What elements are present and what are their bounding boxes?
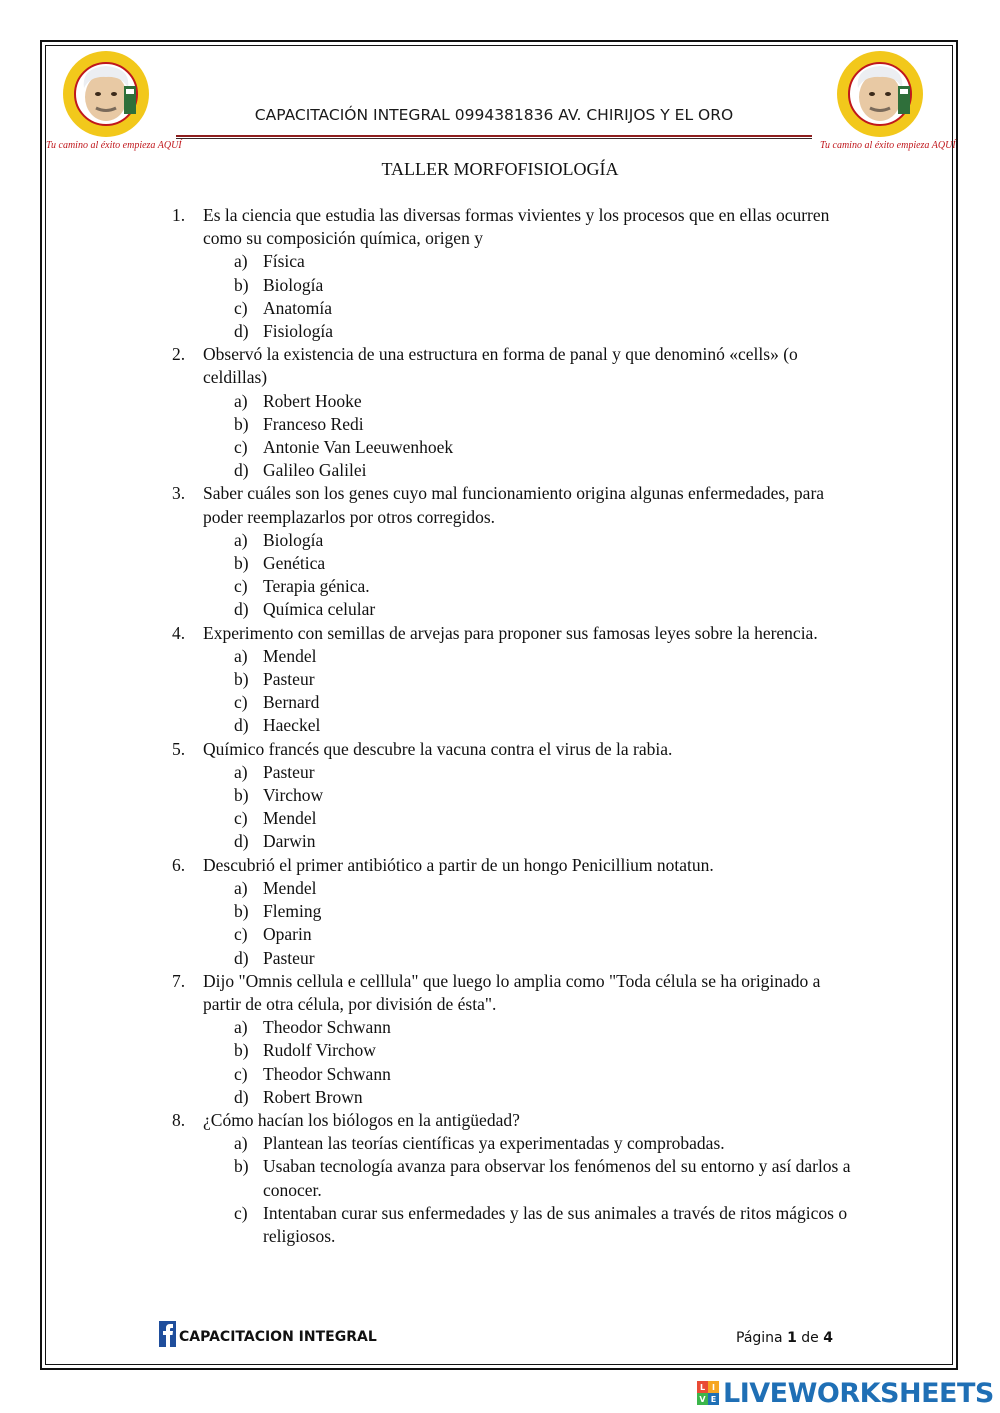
- answer-option: [203, 274, 858, 297]
- option-text: Galileo Galilei: [263, 460, 367, 481]
- option-letter: c): [234, 924, 248, 945]
- page-current: 1: [787, 1330, 797, 1346]
- answer-option: [203, 923, 858, 946]
- question-text: ¿Cómo hacían los biólogos en la antigüedad?: [203, 1109, 520, 1130]
- option-text: Rudolf Virchow: [263, 1040, 376, 1061]
- question-number: 4.: [172, 622, 186, 643]
- option-text: Pasteur: [263, 669, 315, 690]
- option-list: [203, 1132, 858, 1248]
- answer-option: [203, 1202, 858, 1248]
- question-text: Químico francés que descubre la vacuna contra el virus de la rabia.: [203, 738, 673, 759]
- option-letter: d): [234, 599, 249, 620]
- question-text: Observó la existencia de una estructura en forma de panal y que denominó «cells» (o celdillas): [203, 344, 798, 388]
- option-letter: a): [234, 251, 248, 272]
- option-list: [203, 1016, 858, 1109]
- option-letter: c): [234, 297, 248, 318]
- option-letter: a): [234, 529, 248, 550]
- answer-option: [203, 320, 858, 343]
- option-text: Antonie Van Leeuwenhoek: [263, 437, 454, 458]
- question-number: 1.: [172, 205, 186, 225]
- option-letter: d): [234, 460, 249, 481]
- answer-option: [203, 1132, 858, 1155]
- option-letter: d): [234, 947, 249, 968]
- einstein-logo-image: [820, 50, 956, 154]
- answer-option: [203, 529, 858, 552]
- einstein-logo-image: [46, 50, 182, 154]
- option-text: Mendel: [263, 877, 317, 898]
- option-letter: c): [234, 808, 248, 829]
- option-text: Intentaban curar sus enfermedades y las de sus animales a través de ritos mágicos o religiosos.: [263, 1202, 848, 1246]
- answer-option: [203, 691, 858, 714]
- page-total: 4: [823, 1330, 833, 1346]
- answer-option: [203, 668, 858, 691]
- option-text: Física: [263, 251, 305, 272]
- option-text: Mendel: [263, 808, 317, 829]
- option-letter: a): [234, 761, 248, 782]
- option-text: Robert Brown: [263, 1086, 363, 1107]
- answer-option: [203, 877, 858, 900]
- logo-right: [820, 50, 956, 154]
- option-letter: d): [234, 715, 249, 736]
- question-item: [168, 1109, 858, 1248]
- answer-option: [203, 297, 858, 320]
- badge-letter: I: [708, 1381, 719, 1393]
- option-text: Theodor Schwann: [263, 1063, 391, 1084]
- logo-slogan: Tu camino al éxito empieza AQUÍ: [46, 140, 182, 151]
- answer-option: [203, 413, 858, 436]
- question-text: Es la ciencia que estudia las diversas formas vivientes y los procesos que en ellas ocurren como su composición química, origen y: [203, 205, 830, 249]
- question-number: 6.: [172, 854, 186, 875]
- question-number: 3.: [172, 483, 186, 504]
- badge-letter: L: [697, 1381, 708, 1393]
- question-list: [168, 204, 858, 1248]
- answer-option: [203, 390, 858, 413]
- logo-slogan: Tu camino al éxito empieza AQUÍ: [820, 140, 956, 151]
- liveworksheets-text: LIVEWORKSHEETS: [723, 1377, 994, 1409]
- page-label: Página: [736, 1330, 783, 1346]
- option-list: [203, 645, 858, 738]
- answer-option: [203, 436, 858, 459]
- answer-option: [203, 598, 858, 621]
- option-letter: a): [234, 390, 248, 411]
- answer-option: [203, 784, 858, 807]
- badge-letter: E: [708, 1393, 719, 1405]
- option-letter: a): [234, 877, 248, 898]
- option-list: [203, 877, 858, 970]
- answer-option: [203, 1086, 858, 1109]
- answer-option: [203, 714, 858, 737]
- question-item: [168, 854, 858, 970]
- option-letter: b): [234, 785, 249, 806]
- option-letter: c): [234, 576, 248, 597]
- option-letter: c): [234, 1202, 248, 1223]
- answer-option: [203, 250, 858, 273]
- footer-brand: CAPACITACION INTEGRAL: [179, 1329, 377, 1345]
- question-text: Saber cuáles son los genes cuyo mal funcionamiento origina algunas enfermedades, para poder reemplazarlos por otros corregidos.: [203, 483, 825, 527]
- option-list: [203, 390, 858, 483]
- answer-option: [203, 947, 858, 970]
- option-letter: d): [234, 831, 249, 852]
- option-letter: c): [234, 692, 248, 713]
- option-text: Darwin: [263, 831, 316, 852]
- logo-left: [46, 50, 182, 154]
- option-text: Terapia génica.: [263, 576, 370, 597]
- liveworksheets-badge-icon: [697, 1381, 719, 1405]
- option-text: Mendel: [263, 645, 317, 666]
- question-number: 5.: [172, 738, 186, 759]
- question-number: 7.: [172, 970, 186, 991]
- question-item: [168, 738, 858, 854]
- option-text: Haeckel: [263, 715, 321, 736]
- answer-option: [203, 761, 858, 784]
- facebook-icon: [159, 1321, 176, 1347]
- option-text: Biología: [263, 274, 324, 295]
- answer-option: [203, 645, 858, 668]
- question-item: [168, 204, 858, 343]
- option-text: Química celular: [263, 599, 376, 620]
- header-rule-dark: [176, 138, 812, 139]
- answer-option: [203, 1155, 858, 1201]
- question-number: 2.: [172, 344, 186, 365]
- answer-option: [203, 900, 858, 923]
- header-rule-red: [176, 135, 812, 137]
- badge-letter: V: [697, 1393, 708, 1405]
- answer-option: [203, 1016, 858, 1039]
- answer-option: [203, 1063, 858, 1086]
- option-letter: b): [234, 413, 249, 434]
- option-text: Theodor Schwann: [263, 1017, 391, 1038]
- option-text: Bernard: [263, 692, 320, 713]
- option-list: [203, 529, 858, 622]
- option-list: [203, 250, 858, 343]
- question-item: [168, 622, 858, 738]
- option-text: Robert Hooke: [263, 390, 362, 411]
- option-list: [203, 761, 858, 854]
- option-letter: c): [234, 1063, 248, 1084]
- page-number: [736, 1330, 833, 1346]
- option-letter: d): [234, 1086, 249, 1107]
- option-letter: b): [234, 901, 249, 922]
- option-letter: d): [234, 321, 249, 342]
- option-letter: b): [234, 553, 249, 574]
- answer-option: [203, 575, 858, 598]
- question-number: 8.: [172, 1109, 186, 1130]
- option-text: Biología: [263, 529, 324, 550]
- question-item: [168, 343, 858, 482]
- option-text: Oparin: [263, 924, 312, 945]
- document-title: TALLER MORFOFISIOLOGÍA: [381, 159, 619, 179]
- question-text: Dijo "Omnis cellula e celllula" que luego lo amplia como "Toda célula se ha originado a partir de otra célula, por división de ésta".: [203, 970, 821, 1014]
- option-text: Fleming: [263, 901, 322, 922]
- answer-option: [203, 552, 858, 575]
- option-text: Usaban tecnología avanza para observar los fenómenos del su entorno y así darlos a conocer.: [263, 1156, 851, 1200]
- option-letter: b): [234, 1040, 249, 1061]
- question-text: Descubrió el primer antibiótico a partir de un hongo Penicillium notatun.: [203, 854, 714, 875]
- page-of: de: [801, 1330, 819, 1346]
- question-text: Experimento con semillas de arvejas para proponer sus famosas leyes sobre la herencia.: [203, 622, 818, 643]
- liveworksheets-watermark: [697, 1377, 994, 1409]
- option-letter: a): [234, 1133, 248, 1154]
- question-item: [168, 482, 858, 621]
- option-letter: a): [234, 1017, 248, 1038]
- answer-option: [203, 807, 858, 830]
- option-text: Pasteur: [263, 947, 315, 968]
- header-title: CAPACITACIÓN INTEGRAL 0994381836 AV. CHIRIJOS Y EL ORO: [254, 106, 734, 124]
- option-letter: c): [234, 437, 248, 458]
- option-letter: a): [234, 645, 248, 666]
- option-text: Genética: [263, 553, 326, 574]
- option-text: Anatomía: [263, 297, 333, 318]
- option-text: Virchow: [263, 785, 324, 806]
- option-letter: b): [234, 669, 249, 690]
- answer-option: [203, 459, 858, 482]
- option-text: Franceso Redi: [263, 413, 364, 434]
- option-letter: b): [234, 274, 249, 295]
- option-letter: b): [234, 1156, 249, 1177]
- option-text: Pasteur: [263, 761, 315, 782]
- question-item: [168, 970, 858, 1109]
- answer-option: [203, 1039, 858, 1062]
- answer-option: [203, 830, 858, 853]
- option-text: Plantean las teorías científicas ya experimentadas y comprobadas.: [263, 1133, 725, 1154]
- option-text: Fisiología: [263, 321, 334, 342]
